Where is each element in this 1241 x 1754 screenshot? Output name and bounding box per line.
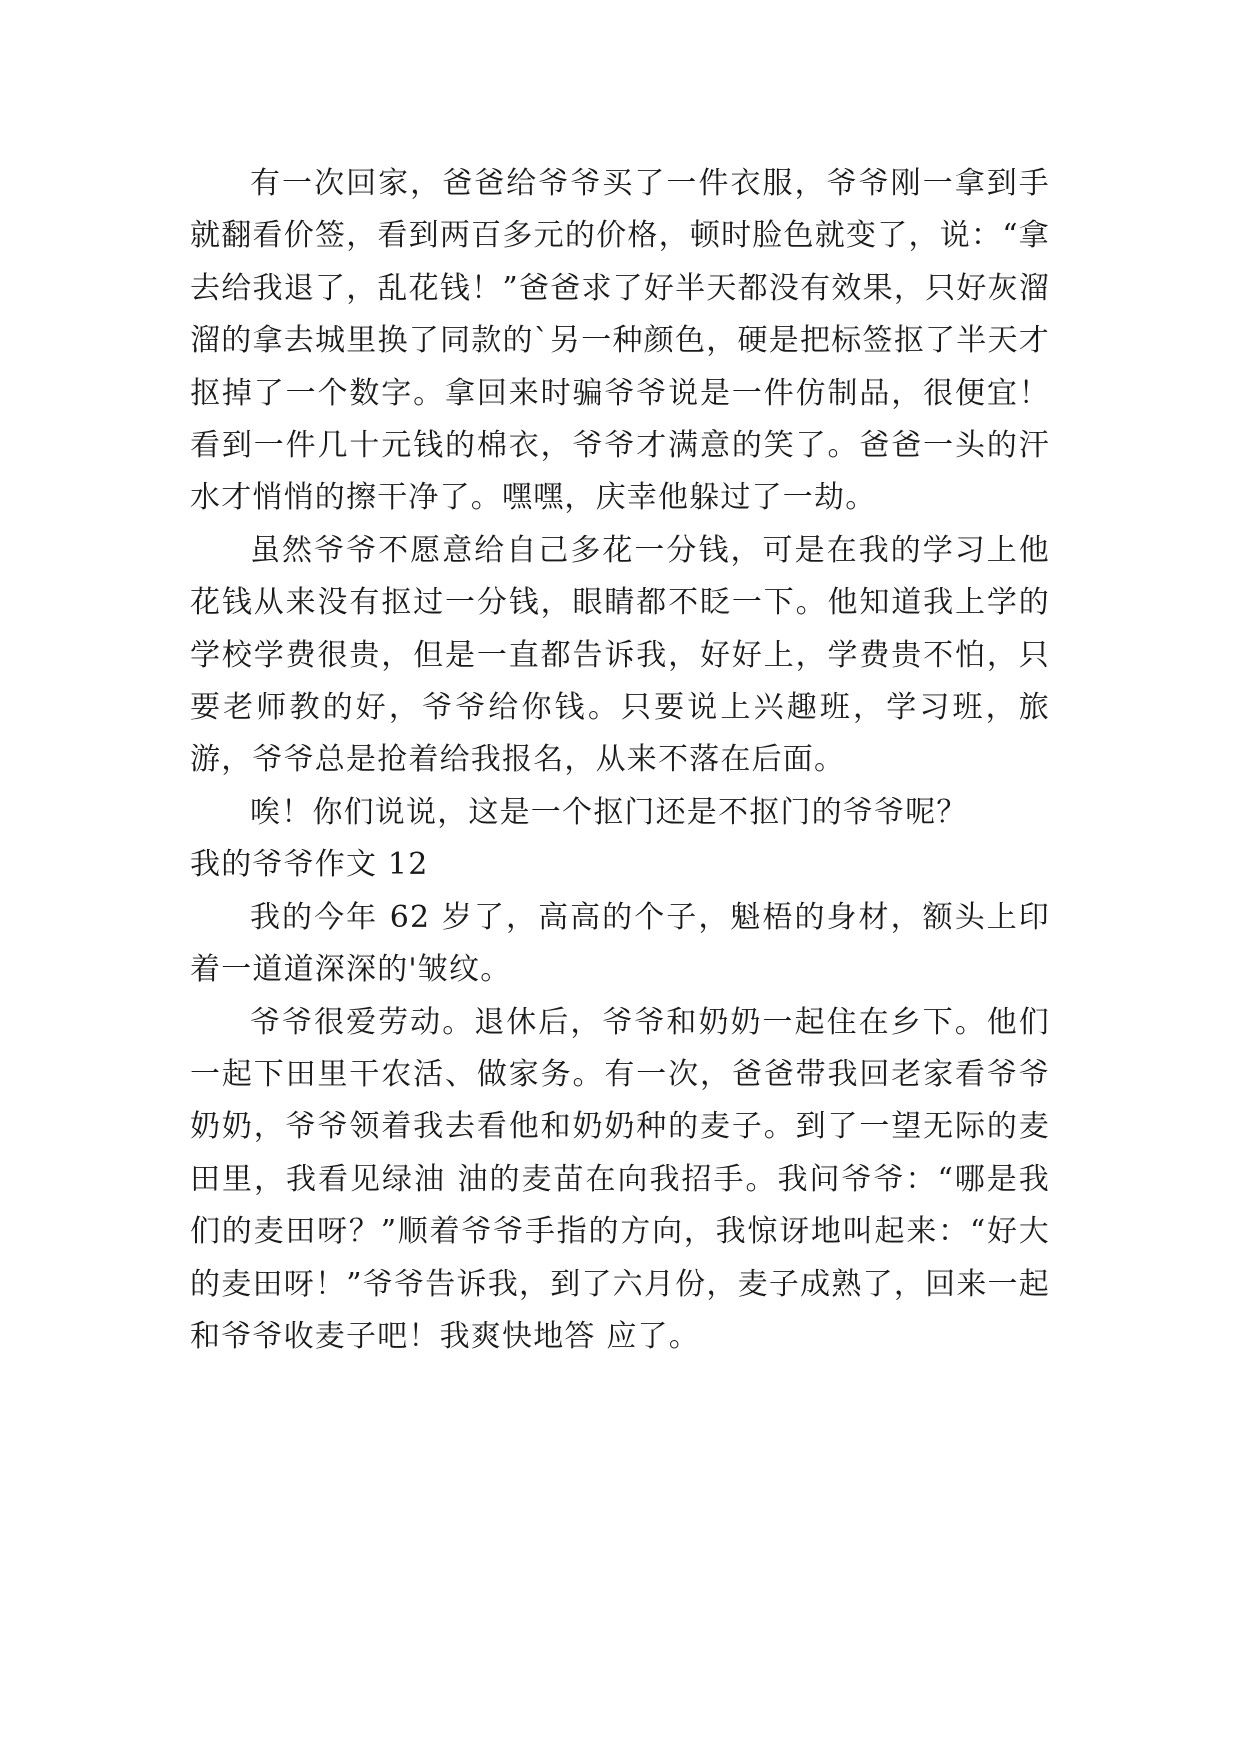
paragraph-wheat-field: 爷爷很爱劳动。退休后，爷爷和奶奶一起住在乡下。他们一起下田里干农活、做家务。有一次，爸爸带我回老家看爷爷奶奶，爷爷领着我去看他和奶奶种的麦子。到了一望无际的麦田里，我看见绿油 油的麦苗在向我招手。我问爷爷：“哪是我们的麦田呀？”顺着爷爷手指的方向，我惊讶地叫起来：“好大的麦田呀！”爷爷告诉我，到了六月份，麦子成熟了，回来一起和爷爷收麦子吧！我爽快地答 应了。 xyxy=(190,1004,1050,1354)
paragraph-question: 唉！你们说说，这是一个抠门还是不抠门的爷爷呢？ xyxy=(250,794,968,830)
paragraph-new-clothes: 有一次回家，爸爸给爷爷买了一件衣服，爷爷刚一拿到手就翻看价签，看到两百多元的价格，顿时脸色就变了，说：“拿去给我退了，乱花钱！”爸爸求了好半天都没有效果，只好灰溜溜的拿去城里换了同款的`另一种颜色，硬是把标签抠了半天才抠掉了一个数字。拿回来时骗爷爷说是一件仿制品，很便宜！看到一件几十元钱的棉衣，爷爷才满意的笑了。爸爸一头的汗水才悄悄的擦干净了。嘿嘿，庆幸他躲过了一劫。 xyxy=(190,166,1050,516)
paragraph-tuition: 虽然爷爷不愿意给自己多花一分钱，可是在我的学习上他花钱从来没有抠过一分钱，眼睛都不眨一下。他知道我上学的学校学费很贵，但是一直都告诉我，好好上，学费贵不怕，只要老师教的好，爷爷给你钱。只要说上兴趣班，学习班，旅游，爷爷总是抢着给我报名，从来不落在后面。 xyxy=(190,532,1050,778)
essay-heading: 我的爷爷作文 12 xyxy=(190,847,429,883)
document-body xyxy=(190,158,1050,1363)
paragraph-grandpa-appearance: 我的今年 62 岁了，高高的个子，魁梧的身材，额头上印着一道道深深的'皱纹。 xyxy=(190,899,1050,988)
